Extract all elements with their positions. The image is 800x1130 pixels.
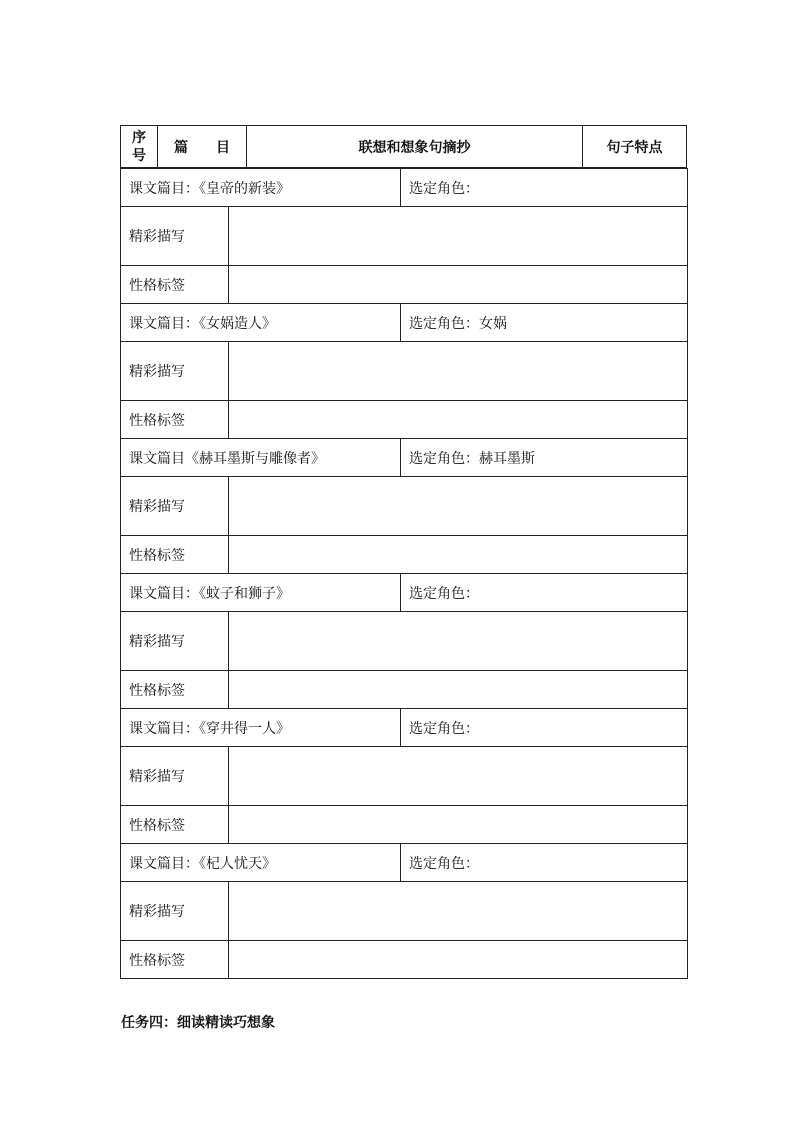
desc-label-cell: 精彩描写 <box>121 342 229 401</box>
header-feature-cell: 句子特点 <box>583 126 687 168</box>
tag-entry-cell[interactable] <box>229 941 688 979</box>
tag-label-cell: 性格标签 <box>121 266 229 304</box>
desc-label-cell: 精彩描写 <box>121 612 229 671</box>
lesson-title-row <box>121 304 688 342</box>
character-table <box>120 168 688 979</box>
lesson-title-row <box>121 844 688 882</box>
lesson-desc-row <box>121 207 688 266</box>
tag-entry-cell[interactable] <box>229 806 688 844</box>
desc-label-cell: 精彩描写 <box>121 207 229 266</box>
lesson-role-cell: 选定角色： <box>401 574 688 612</box>
lesson-tag-row <box>121 536 688 574</box>
lesson-tag-row <box>121 266 688 304</box>
tag-label-cell: 性格标签 <box>121 401 229 439</box>
lesson-title-row <box>121 709 688 747</box>
desc-entry-cell[interactable] <box>229 477 688 536</box>
header-excerpt-cell: 联想和想象句摘抄 <box>247 126 583 168</box>
lesson-desc-row <box>121 882 688 941</box>
desc-label-cell: 精彩描写 <box>121 882 229 941</box>
tag-label-cell: 性格标签 <box>121 806 229 844</box>
tag-entry-cell[interactable] <box>229 671 688 709</box>
tag-label-cell: 性格标签 <box>121 536 229 574</box>
desc-label-cell: 精彩描写 <box>121 477 229 536</box>
lesson-title-cell: 课文篇目《赫耳墨斯与雕像者》 <box>121 439 401 477</box>
excerpt-header-table <box>120 125 687 168</box>
tag-entry-cell[interactable] <box>229 401 688 439</box>
desc-label-cell: 精彩描写 <box>121 747 229 806</box>
lesson-tag-row <box>121 806 688 844</box>
header-seq-line2: 号 <box>132 147 146 164</box>
lesson-desc-row <box>121 747 688 806</box>
desc-entry-cell[interactable] <box>229 612 688 671</box>
lesson-tag-row <box>121 401 688 439</box>
lesson-title-row <box>121 574 688 612</box>
task-heading: 任务四：细读精读巧想象 <box>121 1015 275 1031</box>
tag-label-cell: 性格标签 <box>121 941 229 979</box>
lesson-title-row <box>121 439 688 477</box>
lesson-title-cell: 课文篇目：《穿井得一人》 <box>121 709 401 747</box>
header-chapter-cell: 篇 目 <box>158 126 247 168</box>
tag-label-cell: 性格标签 <box>121 671 229 709</box>
header-seq-cell <box>121 126 158 168</box>
lesson-role-cell: 选定角色： <box>401 709 688 747</box>
tag-entry-cell[interactable] <box>229 266 688 304</box>
tag-entry-cell[interactable] <box>229 536 688 574</box>
lesson-title-cell: 课文篇目：《杞人忧天》 <box>121 844 401 882</box>
lesson-role-cell: 选定角色：女娲 <box>401 304 688 342</box>
lesson-role-cell: 选定角色： <box>401 844 688 882</box>
lesson-desc-row <box>121 477 688 536</box>
header-seq-line1: 序 <box>132 129 146 146</box>
lesson-title-cell: 课文篇目：《皇帝的新装》 <box>121 169 401 207</box>
lesson-title-row <box>121 169 688 207</box>
lesson-desc-row <box>121 612 688 671</box>
desc-entry-cell[interactable] <box>229 342 688 401</box>
lesson-tag-row <box>121 941 688 979</box>
lesson-role-cell: 选定角色： <box>401 169 688 207</box>
lesson-tag-row <box>121 671 688 709</box>
lesson-title-cell: 课文篇目：《女娲造人》 <box>121 304 401 342</box>
desc-entry-cell[interactable] <box>229 882 688 941</box>
lesson-title-cell: 课文篇目：《蚊子和狮子》 <box>121 574 401 612</box>
lesson-desc-row <box>121 342 688 401</box>
desc-entry-cell[interactable] <box>229 747 688 806</box>
lesson-role-cell: 选定角色：赫耳墨斯 <box>401 439 688 477</box>
header-row <box>121 126 687 168</box>
desc-entry-cell[interactable] <box>229 207 688 266</box>
